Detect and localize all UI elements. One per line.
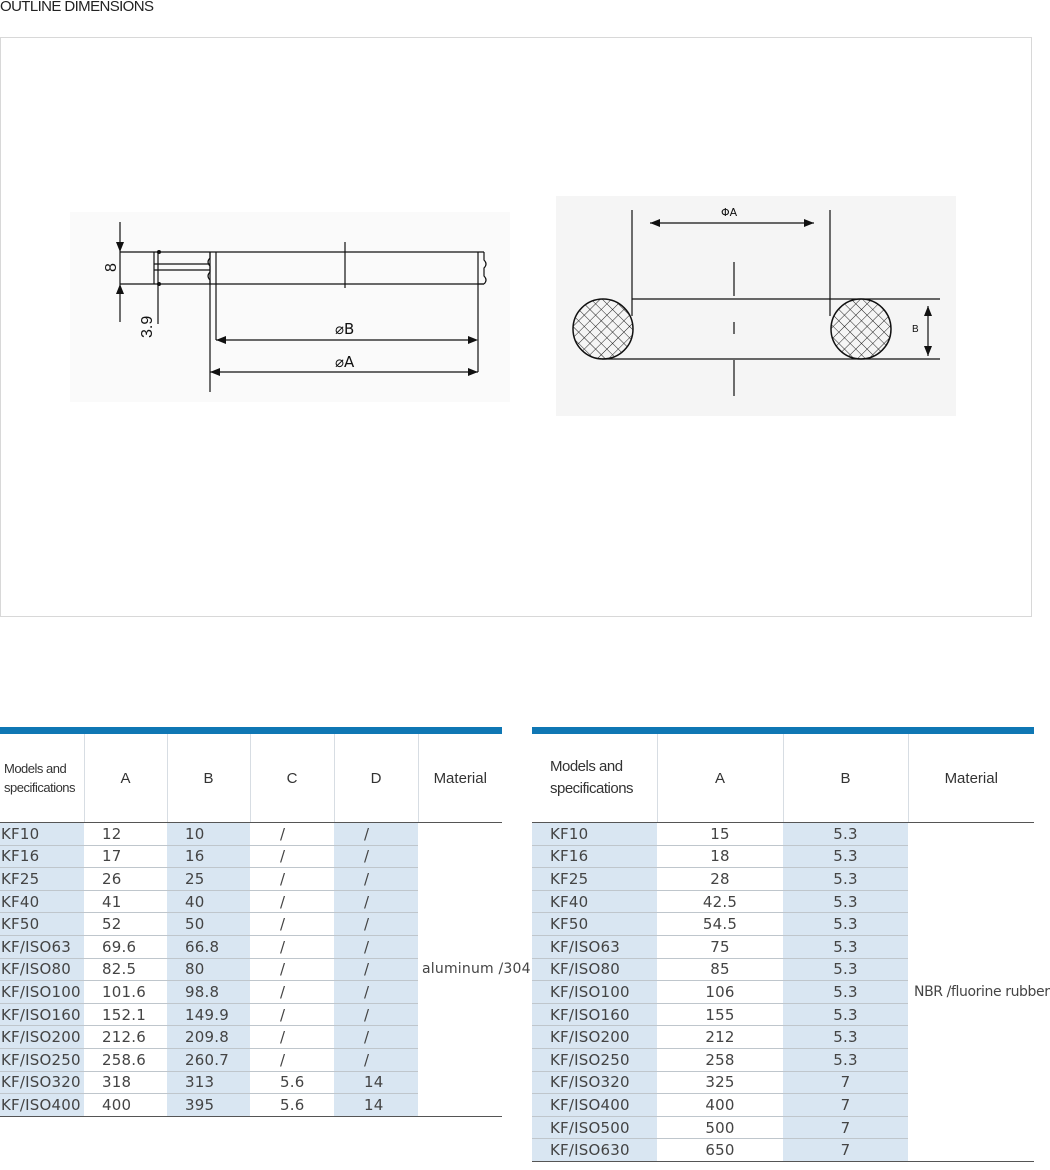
table-row: [0, 823, 502, 846]
a-cell: 155: [657, 1003, 783, 1026]
b-cell: 5.3: [783, 845, 908, 868]
c-cell: /: [250, 868, 334, 891]
b-cell: 209.8: [167, 1026, 250, 1049]
o-ring-drawing: [556, 196, 956, 416]
a-cell: 152.1: [84, 1003, 167, 1026]
model-cell: KF10: [0, 823, 84, 846]
a-cell: 42.5: [657, 890, 783, 913]
a-cell: 400: [84, 1094, 167, 1117]
b-cell: 7: [783, 1071, 908, 1094]
b-cell: 7: [783, 1094, 908, 1117]
model-cell: KF50: [532, 913, 657, 936]
b-cell: 10: [167, 823, 250, 846]
d-cell: /: [334, 981, 418, 1004]
model-cell: KF16: [0, 845, 84, 868]
a-cell: 15: [657, 823, 783, 846]
model-cell: KF/ISO80: [0, 958, 84, 981]
d-cell: /: [334, 958, 418, 981]
header-b: B: [167, 731, 250, 823]
model-cell: KF/ISO160: [0, 1003, 84, 1026]
o-ring-section-right: [831, 299, 891, 359]
b-cell: 5.3: [783, 913, 908, 936]
b-cell: 395: [167, 1094, 250, 1117]
model-cell: KF/ISO160: [532, 1003, 657, 1026]
o-ring-table: [532, 727, 1050, 1162]
c-cell: /: [250, 958, 334, 981]
header-b: B: [783, 731, 908, 823]
model-cell: KF40: [532, 890, 657, 913]
d-cell: /: [334, 1048, 418, 1071]
model-cell: KF/ISO630: [532, 1139, 657, 1162]
d-cell: 14: [334, 1071, 418, 1094]
table-header-row: [0, 731, 502, 823]
header-material: Material: [418, 731, 502, 823]
b-cell: 260.7: [167, 1048, 250, 1071]
a-cell: 69.6: [84, 935, 167, 958]
c-cell: 5.6: [250, 1094, 334, 1117]
header-material: Material: [908, 731, 1034, 823]
a-cell: 85: [657, 958, 783, 981]
a-cell: 52: [84, 913, 167, 936]
header-d: D: [334, 731, 418, 823]
dim-a-label: ⌀A: [335, 353, 355, 371]
d-cell: /: [334, 1026, 418, 1049]
b-cell: 149.9: [167, 1003, 250, 1026]
model-cell: KF10: [532, 823, 657, 846]
b-cell: 25: [167, 868, 250, 891]
b-cell: 80: [167, 958, 250, 981]
b-cell: 313: [167, 1071, 250, 1094]
a-cell: 54.5: [657, 913, 783, 936]
o-ring-section-left: [573, 299, 633, 359]
model-cell: KF/ISO100: [532, 981, 657, 1004]
model-cell: KF/ISO80: [532, 958, 657, 981]
a-cell: 212.6: [84, 1026, 167, 1049]
c-cell: /: [250, 913, 334, 936]
dim-b-label: ⌀B: [335, 320, 355, 338]
a-cell: 500: [657, 1116, 783, 1139]
page-title: OUTLINE DIMENSIONS: [0, 0, 154, 15]
model-cell: KF/ISO250: [532, 1048, 657, 1071]
c-cell: /: [250, 1026, 334, 1049]
model-cell: KF25: [532, 868, 657, 891]
c-cell: /: [250, 1003, 334, 1026]
c-cell: /: [250, 981, 334, 1004]
c-cell: /: [250, 823, 334, 846]
a-cell: 28: [657, 868, 783, 891]
a-cell: 82.5: [84, 958, 167, 981]
b-cell: 98.8: [167, 981, 250, 1004]
b-cell: 5.3: [783, 981, 908, 1004]
a-cell: 325: [657, 1071, 783, 1094]
d-cell: 14: [334, 1094, 418, 1117]
model-cell: KF/ISO400: [532, 1094, 657, 1117]
header-a: A: [657, 731, 783, 823]
d-cell: /: [334, 823, 418, 846]
model-cell: KF/ISO320: [0, 1071, 84, 1094]
centering-ring-drawing: [70, 212, 510, 402]
a-cell: 12: [84, 823, 167, 846]
model-cell: KF50: [0, 913, 84, 936]
b-cell: 5.3: [783, 1026, 908, 1049]
model-cell: KF/ISO63: [0, 935, 84, 958]
a-cell: 106: [657, 981, 783, 1004]
material-cell: aluminum /304: [418, 823, 502, 1117]
model-cell: KF40: [0, 890, 84, 913]
d-cell: /: [334, 890, 418, 913]
a-cell: 75: [657, 935, 783, 958]
centering-ring-table: [0, 727, 531, 1117]
model-cell: KF25: [0, 868, 84, 891]
model-cell: KF/ISO63: [532, 935, 657, 958]
d-cell: /: [334, 868, 418, 891]
header-models: Models and specifications: [0, 731, 84, 823]
d-cell: /: [334, 1003, 418, 1026]
d-cell: /: [334, 935, 418, 958]
c-cell: /: [250, 1048, 334, 1071]
a-cell: 18: [657, 845, 783, 868]
model-cell: KF/ISO200: [0, 1026, 84, 1049]
b-cell: 5.3: [783, 1003, 908, 1026]
model-cell: KF/ISO100: [0, 981, 84, 1004]
dim-8-label: 8: [103, 263, 120, 272]
header-models: Models and specifications: [532, 731, 657, 823]
b-cell: 50: [167, 913, 250, 936]
a-cell: 258: [657, 1048, 783, 1071]
model-cell: KF/ISO500: [532, 1116, 657, 1139]
a-cell: 41: [84, 890, 167, 913]
c-cell: /: [250, 935, 334, 958]
b-cell: 5.3: [783, 935, 908, 958]
b-cell: 5.3: [783, 958, 908, 981]
b-cell: 5.3: [783, 890, 908, 913]
a-cell: 101.6: [84, 981, 167, 1004]
a-cell: 318: [84, 1071, 167, 1094]
model-cell: KF/ISO320: [532, 1071, 657, 1094]
b-cell: 5.3: [783, 868, 908, 891]
a-cell: 212: [657, 1026, 783, 1049]
dim-b-label: B: [912, 324, 919, 335]
model-cell: KF16: [532, 845, 657, 868]
a-cell: 650: [657, 1139, 783, 1162]
model-cell: KF/ISO250: [0, 1048, 84, 1071]
b-cell: 5.3: [783, 823, 908, 846]
header-c: C: [250, 731, 334, 823]
b-cell: 40: [167, 890, 250, 913]
a-cell: 400: [657, 1094, 783, 1117]
model-cell: KF/ISO400: [0, 1094, 84, 1117]
b-cell: 7: [783, 1139, 908, 1162]
b-cell: 7: [783, 1116, 908, 1139]
a-cell: 26: [84, 868, 167, 891]
d-cell: /: [334, 913, 418, 936]
dim-phi-a-label: ΦA: [721, 206, 738, 219]
header-a: A: [84, 731, 167, 823]
dim-3-9-label: 3.9: [139, 315, 156, 338]
b-cell: 66.8: [167, 935, 250, 958]
b-cell: 16: [167, 845, 250, 868]
d-cell: /: [334, 845, 418, 868]
a-cell: 258.6: [84, 1048, 167, 1071]
table-row: [532, 823, 1034, 846]
c-cell: 5.6: [250, 1071, 334, 1094]
model-cell: KF/ISO200: [532, 1026, 657, 1049]
table-header-row: [532, 731, 1034, 823]
b-cell: 5.3: [783, 1048, 908, 1071]
material-cell: NBR /fluorine rubber: [908, 823, 1034, 1162]
c-cell: /: [250, 890, 334, 913]
a-cell: 17: [84, 845, 167, 868]
c-cell: /: [250, 845, 334, 868]
